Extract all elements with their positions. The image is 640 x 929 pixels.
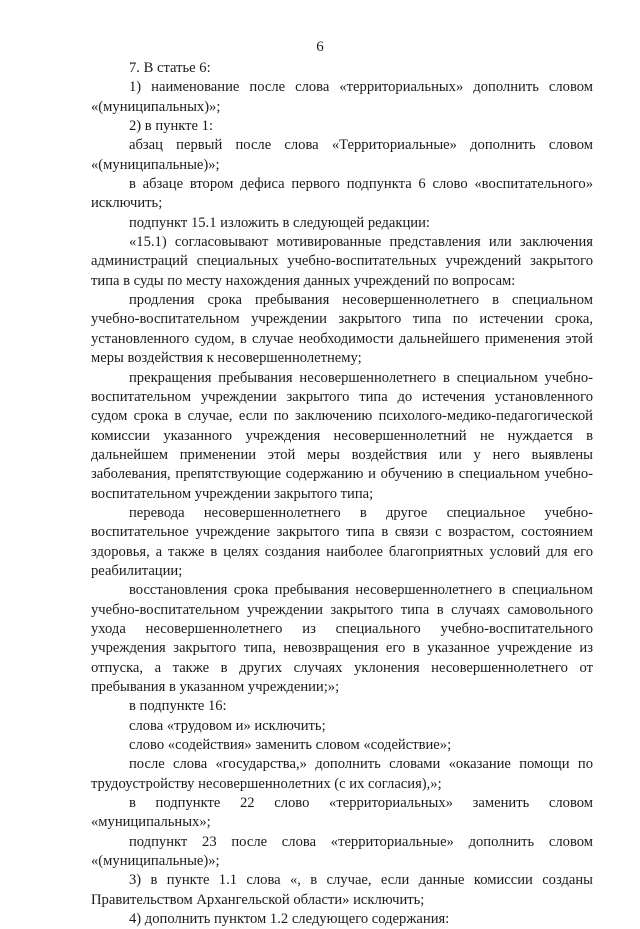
paragraph-item-4: 4) дополнить пунктом 1.2 следующего содержания: — [129, 911, 450, 928]
document-body — [91, 59, 593, 929]
paragraph: в подпункте 22 слово «территориальных» заменить словом «муниципальных»; — [91, 795, 593, 831]
paragraph: подпункт 23 после слова «территориальные» дополнить словом «(муниципальные)»; — [91, 833, 593, 870]
paragraph: в абзаце втором дефиса первого подпункта 6 слово «воспитательного» исключить; — [91, 176, 593, 212]
page-number: 6 — [316, 39, 324, 55]
paragraph-quote-15-1: «15.1) согласовывают мотивированные представления или заключения администраций специальных учебно-воспитательных учреждений закрытого типа в суды по месту нахождения данных учреждений по вопросам: — [91, 234, 593, 289]
paragraph-subitem-16: в подпункте 16: — [129, 698, 227, 715]
paragraph: слова «трудовом и» исключить; — [129, 717, 326, 734]
paragraph: прекращения пребывания несовершеннолетнего в специальном учебно-воспитательном учреждении закрытого типа до истечения установленного судом срока в случае, если по заключению психолого-медико-педагогической комиссии указанного учреждения несовершеннолетний не нуждается в дальнейшем применении этой меры воздействия или у него выявлены заболевания, препятствующие содержанию и обучению в специальном учебно-воспитательном учреждении закрытого типа; — [91, 369, 593, 502]
paragraph-article-6-heading: 7. В статье 6: — [129, 60, 211, 76]
paragraph: после слова «государства,» дополнить словами «оказание помощи по трудоустройству несовершеннолетних (с их согласия),»; — [91, 756, 593, 792]
paragraph: восстановления срока пребывания несовершеннолетнего в специальном учебно-воспитательном учреждении закрытого типа в случаях самовольного ухода несовершеннолетнего из специального учебно-воспитательного учреждения закрытого типа, невозвращения его в указанное учреждение из отпуска, а также в других случаях уклонения несовершеннолетнего от пребывания в указанном учреждении;»; — [91, 582, 593, 695]
paragraph-item-2: 2) в пункте 1: — [129, 118, 214, 135]
paragraph: перевода несовершеннолетнего в другое специальное учебно-воспитательное учреждение закрытого типа в связи с возрастом, состоянием здоровья, а также в целях создания наиболее благоприятных условий для его реабилитации; — [91, 504, 593, 579]
paragraph-item-1: 1) наименование после слова «территориальных» дополнить словом «(муниципальных)»; — [91, 79, 593, 115]
paragraph: подпункт 15.1 изложить в следующей редакции: — [129, 214, 430, 231]
paragraph-item-3: 3) в пункте 1.1 слова «, в случае, если данные комиссии созданы Правительством Архангельской области» исключить; — [91, 872, 593, 908]
paragraph: продления срока пребывания несовершеннолетнего в специальном учебно-воспитательном учреждении закрытого типа по истечении срока, установленного судом, в случае необходимости дальнейшего применения этой меры воздействия к несовершеннолетнему; — [91, 292, 593, 367]
paragraph: слово «содействия» заменить словом «содействие»; — [129, 737, 452, 754]
paragraph: абзац первый после слова «Территориальные» дополнить словом «(муниципальные)»; — [91, 137, 593, 173]
